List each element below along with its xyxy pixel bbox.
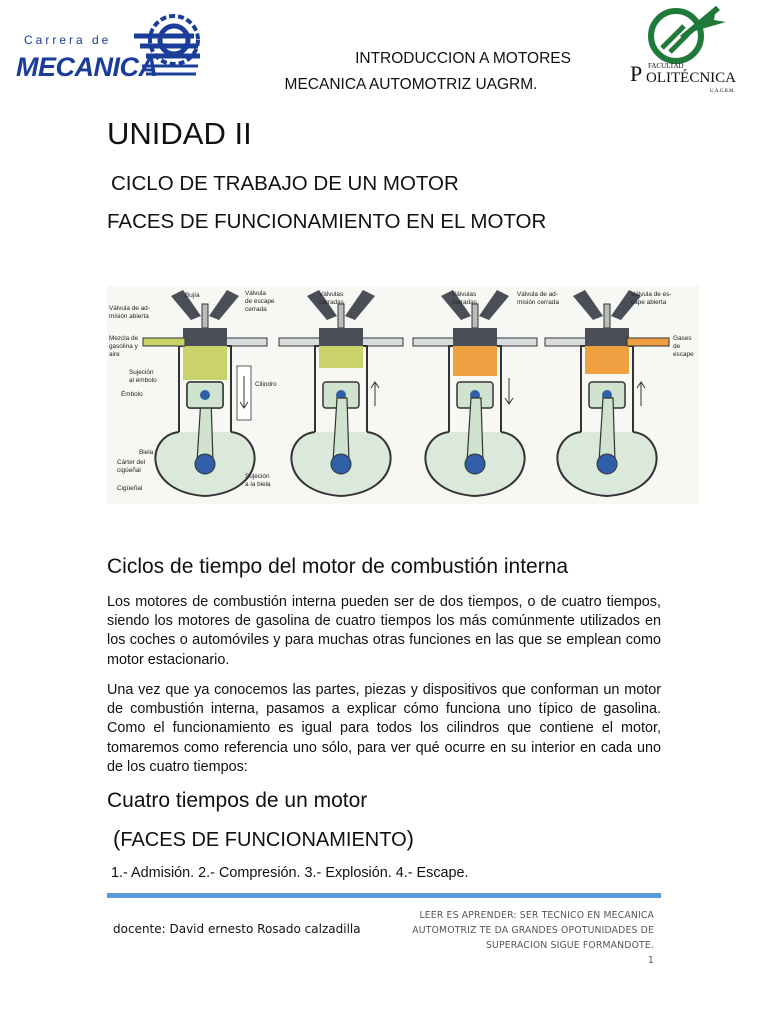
footer-motto-line-1: LEER ES APRENDER: SER TECNICO EN MECANICA	[419, 910, 654, 921]
footer-motto	[396, 908, 654, 968]
label-valvulas-cerradas-2b: cerradas	[452, 299, 477, 306]
footer-motto-line-2: AUTOMOTRIZ TE DA GRANDES OPOTUNIDADES DE	[412, 925, 654, 936]
logo-sub-text: U.A.G.R.M.	[710, 89, 735, 94]
logo-small-text: FACULTAD	[648, 62, 684, 70]
label-biela: Biela	[139, 449, 154, 456]
label-gases-1: Gases	[673, 335, 692, 342]
paragraph-2: Una vez que ya conocemos las partes, piezas y dispositivos que conforman un motor de combustión interna, pasamos a explicar cómo funciona uno típico de gasolina. Como el funcionamiento es igual para todos los cilindros que contiene el motor, tomaremos como referencia uno sólo, para ver qué ocurre en su interior en cada uno de los cuatro tiempos:	[107, 682, 661, 775]
label-gases-2: de	[673, 343, 681, 350]
label-valvula-admision-1: Válvula de ad-	[109, 305, 150, 312]
logo-main-text: MECANICA	[16, 52, 158, 82]
label-sujecion-biela-1: Sujeción	[245, 473, 270, 480]
label-mezcla-3: aire	[109, 351, 120, 358]
faces-heading	[113, 826, 414, 852]
label-valvulas-cerradas-2a: Válvulas	[452, 291, 477, 298]
paren-open: (	[113, 826, 121, 851]
footer-rule	[107, 893, 661, 898]
page-number: 1	[647, 955, 654, 966]
label-valvula-admision-2: misión abierta	[109, 313, 149, 320]
label-sujecion-embolo-1: Sujeción	[129, 369, 154, 376]
label-sujecion-biela-2: a la biela	[245, 481, 271, 488]
label-valvula-admision-cerrada-2: misión cerrada	[517, 299, 559, 306]
label-valvulas-cerradas-1b: cerradas	[319, 299, 344, 306]
label-gases-3: escape	[673, 351, 694, 358]
paren-close: )	[406, 826, 414, 851]
label-valvula-escape-1: Válvula	[245, 290, 266, 297]
footer-docente: docente: David ernesto Rosado calzadilla	[113, 922, 361, 936]
label-ciguenal: Cigüeñal	[117, 485, 143, 492]
paragraph-1: Los motores de combustión interna pueden ser de dos tiempos, o de cuatro tiempos, siendo los motores de gasolina de cuatro tiempos los más comúnmente utilizados en los coches o automóviles y para muchas otras funciones en las que se emplean como motor estacionario.	[107, 594, 661, 668]
four-stroke-figure	[107, 286, 699, 504]
mecanica-logo	[14, 6, 204, 86]
label-valvula-escape-2: de escape	[245, 298, 275, 305]
label-embolo: Émbolo	[121, 391, 143, 398]
stroke-list: 1.- Admisión. 2.- Compresión. 3.- Explosión. 4.- Escape.	[111, 865, 469, 881]
label-valvula-admision-cerrada-1: Válvula de ad-	[517, 291, 558, 298]
label-cilindro: Cilindro	[255, 381, 277, 388]
label-sujecion-embolo-2: al émbolo	[129, 377, 157, 384]
subtitle-faces: FACES DE FUNCIONAMIENTO EN EL MOTOR	[107, 210, 547, 233]
label-bujia: Bujía	[185, 292, 200, 299]
section-heading-cuatro-tiempos: Cuatro tiempos de un motor	[107, 789, 368, 812]
subtitle-ciclo: CICLO DE TRABAJO DE UN MOTOR	[111, 172, 459, 195]
label-valvulas-cerradas-1a: Válvulas	[319, 291, 344, 298]
label-mezcla-1: Mezcla de	[109, 335, 139, 342]
header-line-1: INTRODUCCION A MOTORES	[355, 50, 571, 67]
label-mezcla-2: gasolina y	[109, 343, 138, 350]
label-carter-1: Cárter del	[117, 459, 146, 466]
faces-label: FACES DE FUNCIONAMIENTO	[120, 829, 407, 851]
politecnica-logo	[626, 4, 742, 96]
footer-motto-line-3: SUPERACION SIGUE FORMANDOTE.	[485, 940, 654, 951]
label-carter-2: cigüeñal	[117, 467, 141, 474]
label-valvula-escape-abierta-2: cape abierta	[631, 299, 667, 306]
logo-cap-letter: P	[630, 61, 643, 86]
logo-top-text: Carrera de	[24, 33, 112, 47]
label-valvula-escape-3: cerrada	[245, 306, 267, 313]
page-title: UNIDAD II	[107, 116, 252, 151]
label-valvula-escape-abierta-1: Válvula de es-	[631, 291, 672, 298]
logo-main-text: OLITÉCNICA	[646, 70, 736, 86]
section-heading-ciclos: Ciclos de tiempo del motor de combustión interna	[107, 555, 569, 578]
header-line-2: MECANICA AUTOMOTRIZ UAGRM.	[284, 76, 538, 93]
